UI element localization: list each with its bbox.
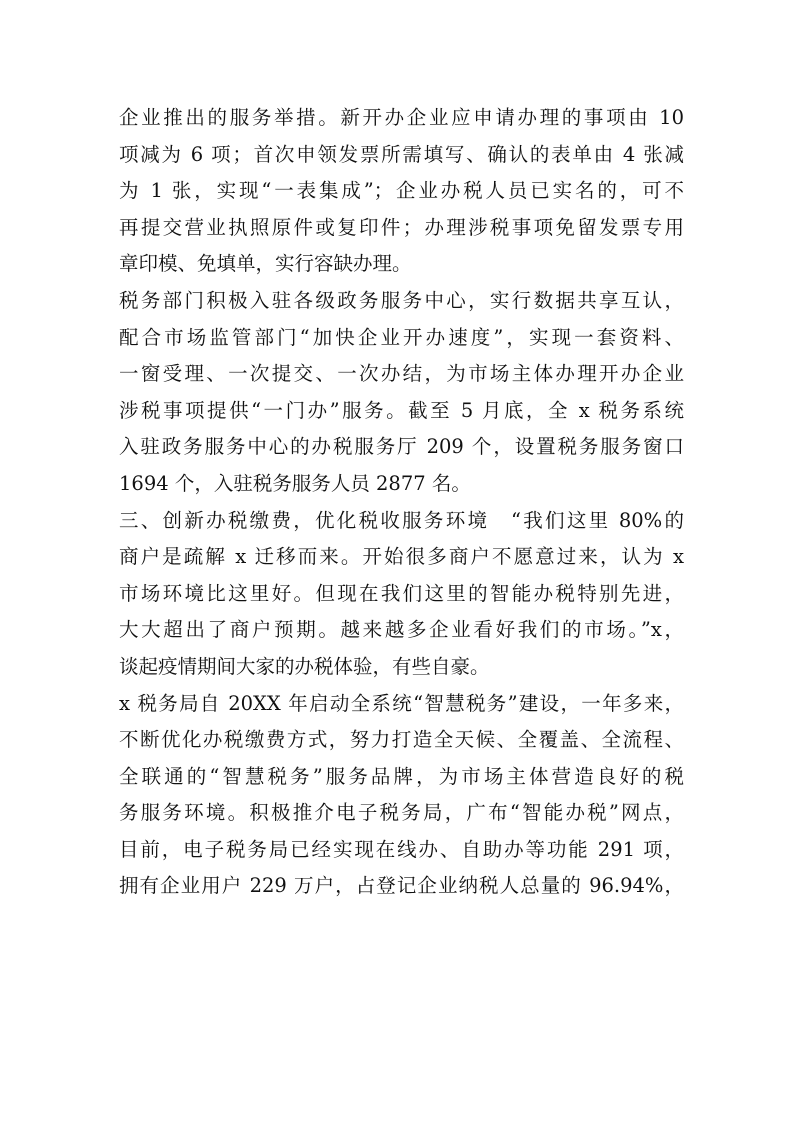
text-line: 企业推出的服务举措。新开办企业应申请办理的事项由 10 bbox=[119, 106, 684, 129]
text-line: 务服务环境。积极推介电子税务局，广布“智能办税”网点， bbox=[119, 801, 684, 825]
text-line: x 税务局自 20XX 年启动全系统“智慧税务”建设，一年多来， bbox=[119, 691, 684, 715]
text-line: 大大超出了商户预期。越来越多企业看好我们的市场。”x， bbox=[119, 618, 684, 642]
body-text bbox=[119, 100, 684, 905]
text-line: 谈起疫情期间大家的办税体验，有些自豪。 bbox=[119, 654, 490, 678]
text-line: 涉税事项提供“一门办”服务。截至 5 月底，全 x 税务系统 bbox=[119, 398, 684, 422]
text-line: 一窗受理、一次提交、一次办结，为市场主体办理开办企业 bbox=[119, 362, 684, 386]
text-line: 项减为 6 项；首次申领发票所需填写、确认的表单由 4 张减 bbox=[119, 142, 684, 166]
text-line: 配合市场监管部门“加快企业开办速度”，实现一套资料、 bbox=[119, 325, 684, 349]
text-line: 不断优化办税缴费方式，努力打造全天候、全覆盖、全流程、 bbox=[119, 728, 684, 752]
text-line: 入驻政务服务中心的办税服务厅 209 个，设置税务服务窗口 bbox=[119, 435, 684, 459]
text-line: 目前，电子税务局已经实现在线办、自助办等功能 291 项， bbox=[119, 837, 684, 861]
text-line: 拥有企业用户 229 万户，占登记企业纳税人总量的 96.94%， bbox=[119, 874, 684, 898]
text-line: 商户是疏解 x 迁移而来。开始很多商户不愿意过来，认为 x bbox=[119, 545, 684, 569]
text-line: 全联通的“智慧税务”服务品牌，为市场主体营造良好的税 bbox=[119, 764, 684, 788]
text-line: 1694 个，入驻税务服务人员 2877 名。 bbox=[119, 471, 471, 495]
text-line: 章印模、免填单，实行容缺办理。 bbox=[119, 252, 412, 276]
text-line: 为 1 张，实现“一表集成”；企业办税人员已实名的，可不 bbox=[119, 179, 684, 203]
text-line: 税务部门积极入驻各级政务服务中心，实行数据共享互认， bbox=[119, 288, 684, 312]
text-line: 再提交营业执照原件或复印件；办理涉税事项免留发票专用 bbox=[119, 215, 684, 239]
text-line: 市场环境比这里好。但现在我们这里的智能办税特别先进， bbox=[119, 581, 684, 605]
text-line: 三、创新办税缴费，优化税收服务环境 “我们这里 80%的 bbox=[119, 508, 684, 532]
